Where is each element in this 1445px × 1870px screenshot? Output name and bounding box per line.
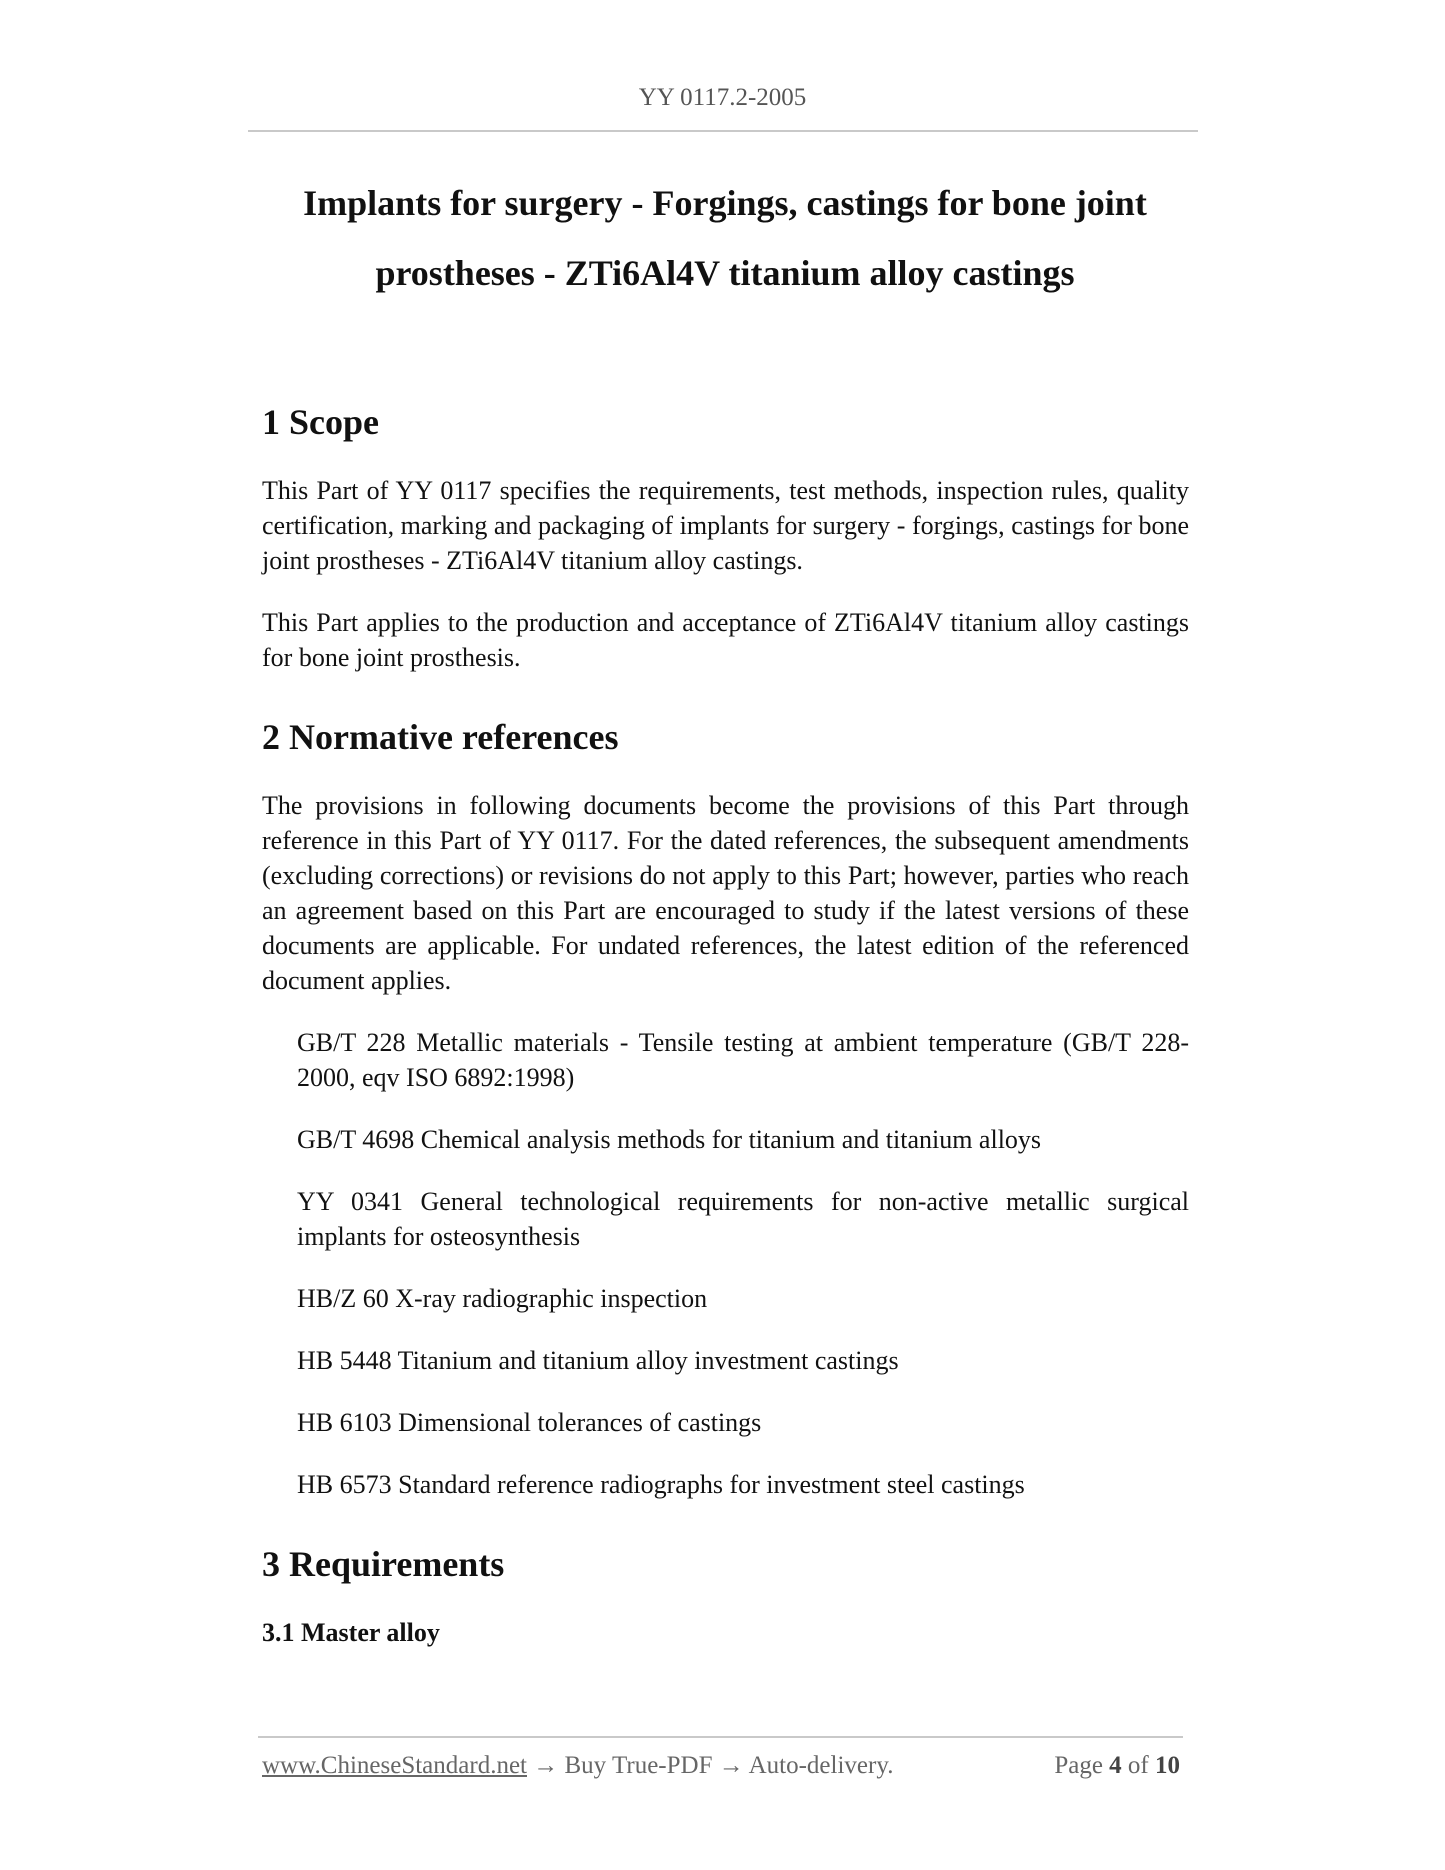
reference-item: GB/T 4698 Chemical analysis methods for titanium and titanium alloys	[297, 1125, 1042, 1154]
reference-item: YY 0341 General technological requirements for non-active metallic surgical implants for osteosynthesis	[297, 1187, 1189, 1251]
document-title	[250, 168, 1200, 308]
document-code-header: YY 0117.2-2005	[638, 84, 807, 111]
subsection-heading-master-alloy: 3.1 Master alloy	[262, 1618, 440, 1647]
title-line-2: prostheses - ZTi6Al4V titanium alloy castings	[375, 253, 1075, 293]
site-link[interactable]: www.ChineseStandard.net	[262, 1752, 527, 1779]
normative-reference-list	[262, 1025, 1189, 1502]
document-body	[262, 398, 1189, 1651]
section-heading-normative-references: 2 Normative references	[262, 717, 619, 757]
footer-divider	[258, 1736, 1183, 1738]
page-indicator	[1054, 1752, 1180, 1780]
reference-item: GB/T 228 Metallic materials - Tensile testing at ambient temperature (GB/T 228-2000, eqv ISO 6892:1998)	[297, 1028, 1189, 1092]
reference-item: HB 6573 Standard reference radiographs for investment steel castings	[297, 1470, 1025, 1499]
scope-paragraph-1: This Part of YY 0117 specifies the requirements, test methods, inspection rules, quality certification, marking and packaging of implants for surgery - forgings, castings for bone joint prostheses - ZTi6Al4V titanium alloy castings.	[262, 476, 1189, 575]
section-heading-requirements: 3 Requirements	[262, 1544, 505, 1584]
page-label: Page	[1054, 1752, 1103, 1779]
page-footer	[262, 1752, 1180, 1780]
section-heading-scope: 1 Scope	[262, 402, 379, 442]
header-divider	[248, 130, 1198, 132]
of-label: of	[1127, 1752, 1149, 1779]
reference-item: HB 5448 Titanium and titanium alloy investment castings	[297, 1346, 899, 1375]
normative-intro-paragraph: The provisions in following documents become the provisions of this Part through reference in this Part of YY 0117. For the dated references, the subsequent amendments (excluding corrections) or revisions do not apply to this Part; however, parties who reach an agreement based on this Part are encouraged to study if the latest versions of these documents are applicable. For undated references, the latest edition of the referenced document applies.	[262, 791, 1189, 995]
footer-promo	[262, 1752, 893, 1780]
reference-item: HB/Z 60 X-ray radiographic inspection	[297, 1284, 708, 1313]
title-line-1: Implants for surgery - Forgings, castings for bone joint	[303, 183, 1147, 223]
scope-paragraph-2: This Part applies to the production and acceptance of ZTi6Al4V titanium alloy castings for bone joint prosthesis.	[262, 608, 1189, 672]
promo-text: → Buy True-PDF → Auto-delivery.	[527, 1752, 894, 1779]
reference-item: HB 6103 Dimensional tolerances of castings	[297, 1408, 762, 1437]
page-total: 10	[1155, 1752, 1180, 1779]
page-current: 4	[1109, 1752, 1122, 1779]
